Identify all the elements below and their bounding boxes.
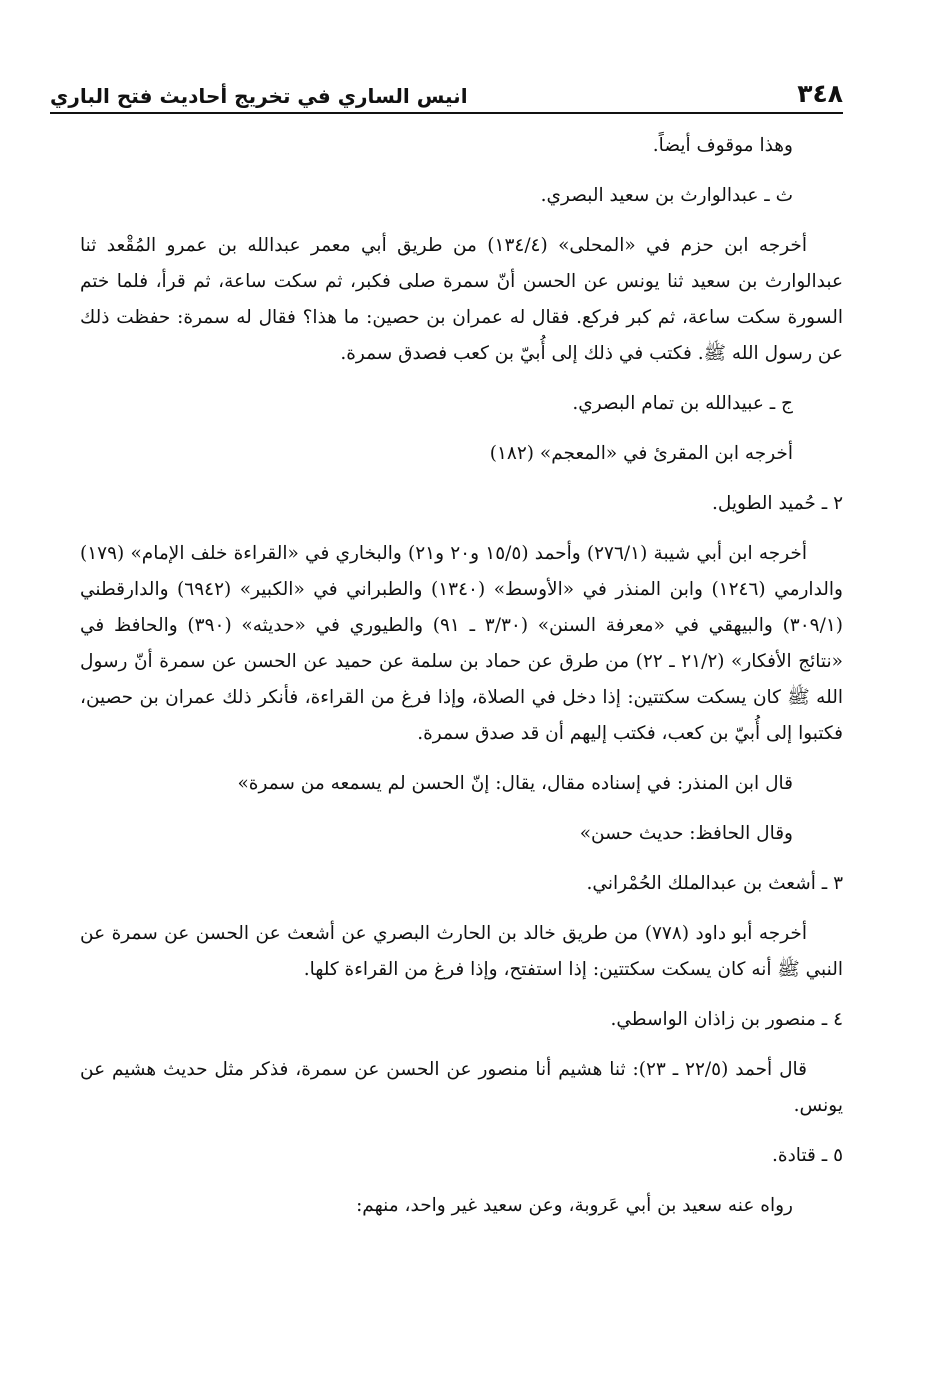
paragraph-ibn-hazm: أخرجه ابن حزم في «المحلى» (١٣٤/٤) من طريق أبي معمر عبدالله بن عمرو المُقْعد ثنا عبدالوارث بن سعيد ثنا يونس عن الحسن أنّ سمرة صلى فكبر، ثم سكت ساعة، ثم قرأ، فلما ختم السورة سكت ساعة، ثم كبر فركع. فقال له عمران بن حصين: ما هذا؟ فقال له سمرة: حفظت ذلك عن رسول الله ﷺ. فكتب في ذلك إلى أُبيّ بن كعب فصدق سمرة. [80, 235, 843, 364]
paragraph-hafiz: وقال الحافظ: حديث حسن» [579, 823, 793, 844]
heading-abdulwarith: ث ـ عبدالوارث بن سعيد البصري. [540, 185, 793, 206]
paragraph-abu-dawud: أخرجه أبو داود (٧٧٨) من طريق خالد بن الحارث البصري عن أشعث عن الحسن عن سمرة عن النبي ﷺ أنه كان يسكت سكتتين: إذا استفتح، وإذا فرغ من القراءة كلها. [80, 923, 843, 980]
paragraph-ibn-almuqri: أخرجه ابن المقرئ في «المعجم» (١٨٢) [489, 443, 793, 464]
heading-qatada: ٥ ـ قتادة. [772, 1145, 843, 1166]
heading-ashath: ٣ ـ أشعث بن عبدالملك الحُمْراني. [586, 873, 843, 894]
heading-ubaidullah: ج ـ عبيدالله بن تمام البصري. [572, 393, 793, 414]
paragraph-said: رواه عنه سعيد بن أبي عَروبة، وعن سعيد غير واحد، منهم: [356, 1195, 793, 1216]
paragraph-mawquf: وهذا موقوف أيضاً. [652, 135, 793, 156]
paragraph-humaid-takhrij: أخرجه ابن أبي شيبة (٢٧٦/١) وأحمد (١٥/٥ و٢٠ و٢١) والبخاري في «القراءة خلف الإمام» (١٧٩) والدارمي (١٢٤٦) وابن المنذر في «الأوسط» (١٣٤٠) والطبراني في «الكبير» (٦٩٤٢) والدارقطني (٣٠٩/١) والبيهقي في «معرفة السنن» (٣/٣٠ ـ ٩١) والطيوري في «حديثه» (٣٩٠) والحافظ في «نتائج الأفكار» (٢١/٢ ـ ٢٢) من طرق عن حماد بن سلمة عن حميد عن الحسن عن سمرة أنّ رسول الله ﷺ كان يسكت سكتتين: إذا دخل في الصلاة، وإذا فرغ من القراءة، فأنكر ذلك عمران بن حصين، فكتبوا إلى أُبيّ بن كعب، فكتب إليهم أن قد صدق سمرة. [80, 543, 843, 744]
page-number: ٣٤٨ [797, 79, 843, 108]
paragraph-ahmad: قال أحمد (٢٢/٥ ـ ٢٣): ثنا هشيم أنا منصور عن الحسن عن سمرة، فذكر مثل حديث هشيم عن يونس. [80, 1059, 843, 1116]
book-title: انيس الساري في تخريج أحاديث فتح الباري [50, 84, 468, 108]
heading-mansur: ٤ ـ منصور بن زاذان الواسطي. [610, 1009, 843, 1030]
paragraph-ibn-almundhir: قال ابن المنذر: في إسناده مقال، يقال: إنّ الحسن لم يسمعه من سمرة» [237, 773, 793, 794]
heading-humaid: ٢ ـ حُميد الطويل. [712, 493, 843, 514]
page-body [80, 128, 843, 1224]
running-header [50, 70, 843, 114]
